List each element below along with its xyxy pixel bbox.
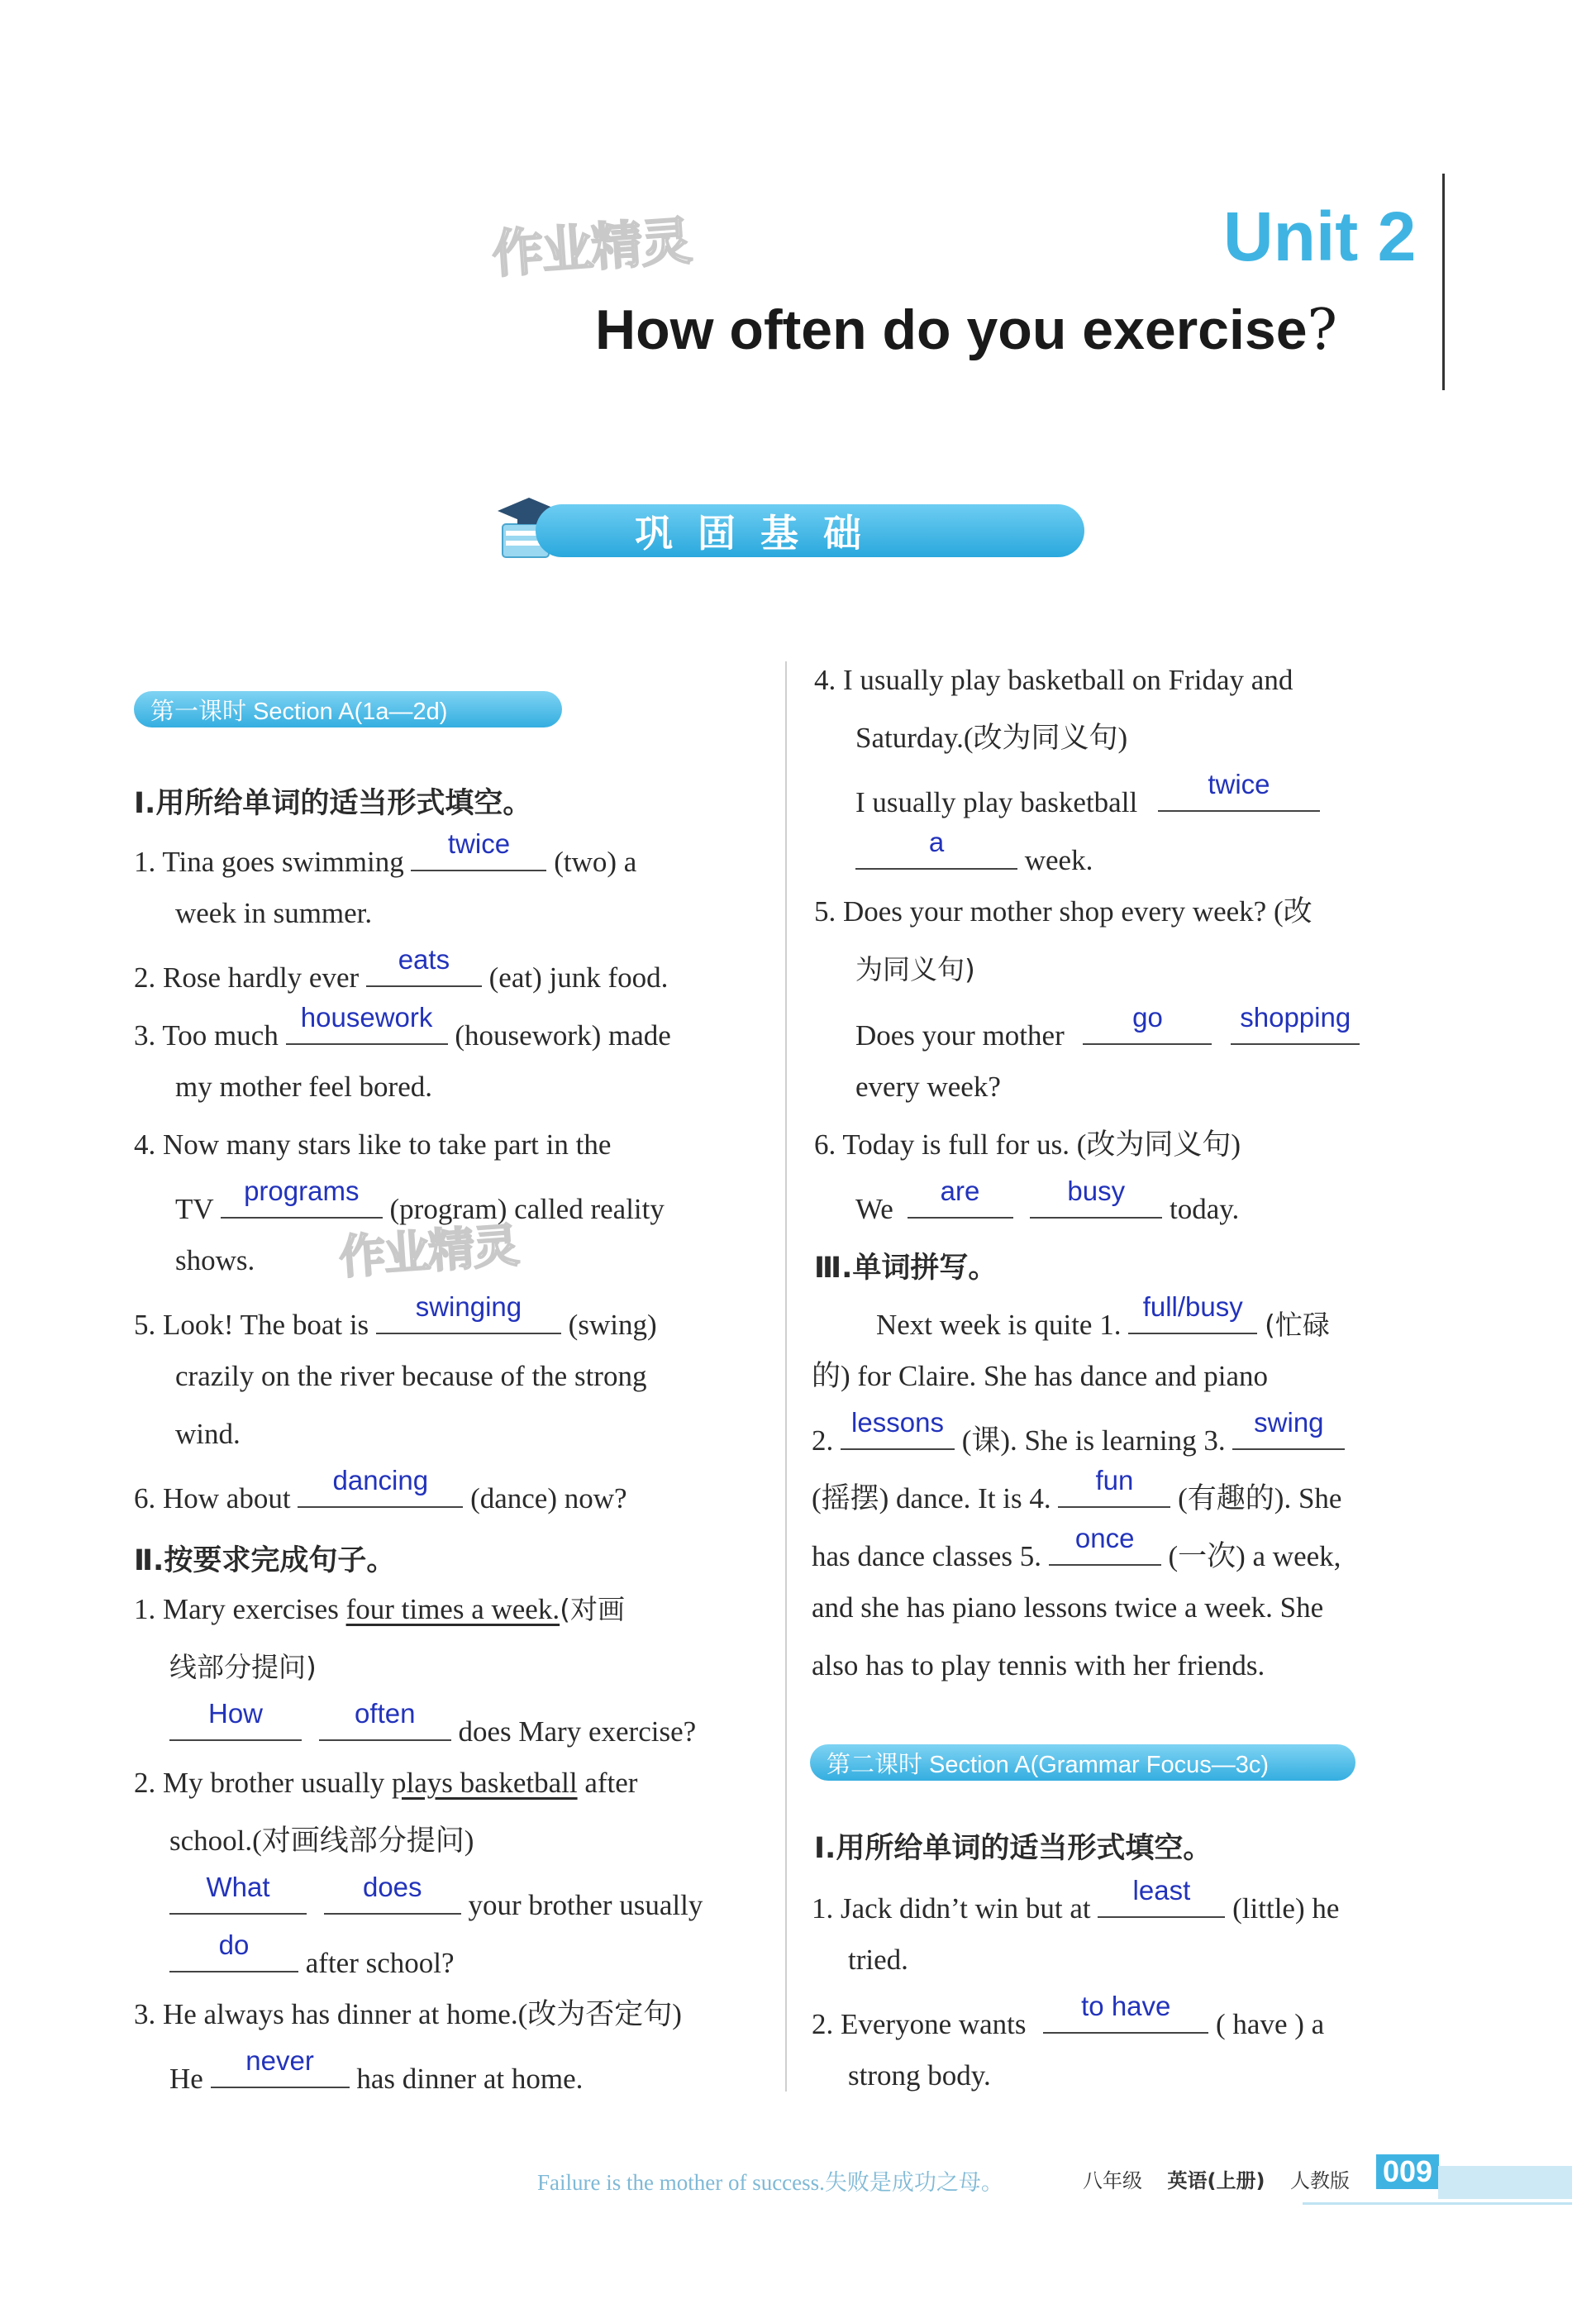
sentence-5-end: every week?: [855, 1071, 1001, 1103]
question-5-end: wind.: [175, 1418, 241, 1450]
footer-book-info: 八年级 英语(上册) 人教版: [1083, 2169, 1350, 2192]
passage-line-7: also has to play tennis with her friends.: [812, 1649, 1265, 1681]
passage-line-5: has dance classes 5. once (一次) a week,: [812, 1523, 1341, 1572]
answer-blank: full/busy: [1128, 1300, 1257, 1334]
sentence-4-cont: Saturday.(改为同义句): [855, 722, 1128, 754]
sentence-2-answer: What does your brother usually: [169, 1880, 703, 1925]
sentence-2-cont: school.(对画线部分提问): [169, 1825, 474, 1857]
section-banner: 巩固基础: [536, 504, 1084, 557]
page-title: How often do you exercise?: [595, 298, 1337, 363]
sentence-1: 1. Mary exercises four times a week.(对画: [134, 1593, 625, 1625]
watermark-logo: 作业精灵: [337, 1219, 520, 1286]
passage-line-2: 的) for Claire. She has dance and piano: [812, 1360, 1269, 1392]
column-divider: [785, 661, 787, 2092]
answer-blank: fun: [1058, 1473, 1170, 1508]
sentence-5-cont: 为同义句): [855, 953, 975, 985]
lesson-tag-1: 第一课时 Section A(1a—2d): [134, 691, 562, 727]
answer-blank: swing: [1232, 1415, 1345, 1450]
question-5-cont: crazily on the river because of the strong: [175, 1360, 647, 1392]
answer-blank: busy: [1030, 1184, 1162, 1219]
grammar-question-2-cont: strong body.: [848, 2059, 991, 2092]
answer-blank: once: [1049, 1531, 1161, 1566]
sentence-1-answer: How often does Mary exercise?: [169, 1706, 696, 1751]
sentence-2: 2. My brother usually plays basketball after: [134, 1767, 638, 1799]
answer-blank: lessons: [841, 1415, 955, 1450]
watermark-logo: 作业精灵: [490, 210, 693, 285]
answer-blank: programs: [221, 1184, 383, 1219]
answer-blank: a: [855, 835, 1017, 870]
passage-line-1: Next week is quite 1. full/busy (忙碌: [876, 1291, 1330, 1341]
answer-blank: are: [908, 1184, 1013, 1219]
sentence-3: 3. He always has dinner at home.(改为否定句): [134, 1998, 682, 2030]
sentence-2-answer-cont: do after school?: [169, 1938, 455, 1982]
answer-blank: twice: [411, 837, 546, 871]
question-2: 2. Rose hardly ever eats (eat) junk food.: [134, 944, 669, 994]
answer-blank: often: [319, 1706, 451, 1741]
answer-blank: How: [169, 1706, 302, 1741]
answer-blank: dancing: [298, 1473, 463, 1508]
question-4-cont: TV programs (program) called reality: [175, 1176, 665, 1225]
unit-title: Unit 2: [1223, 198, 1417, 275]
answer-blank: to have: [1043, 1999, 1208, 2034]
question-6: 6. How about dancing (dance) now?: [134, 1465, 627, 1514]
sentence-4-answer-cont: a week.: [855, 835, 1093, 880]
passage-line-3: 2. lessons (课). She is learning 3. swing: [812, 1415, 1345, 1460]
sentence-1-cont: 线部分提问): [169, 1651, 317, 1683]
part2-heading: Ⅱ.按要求完成句子。: [134, 1544, 396, 1577]
answer-blank: do: [169, 1938, 298, 1972]
sentence-5: 5. Does your mother shop every week? (改: [814, 895, 1313, 928]
sentence-6: 6. Today is full for us. (改为同义句): [814, 1128, 1241, 1161]
answer-blank: housework: [286, 1010, 448, 1045]
part3-heading: Ⅲ.单词拼写。: [814, 1252, 998, 1285]
sentence-4: 4. I usually play basketball on Friday and: [814, 664, 1293, 696]
part1-heading: Ⅰ.用所给单词的适当形式填空。: [134, 787, 532, 820]
answer-blank: least: [1098, 1883, 1225, 1918]
footer-rule: [1303, 2202, 1572, 2205]
answer-blank: shopping: [1231, 1010, 1360, 1045]
answer-blank: swinging: [376, 1300, 561, 1334]
footer-band: [1438, 2166, 1572, 2199]
question-4-end: shows.: [175, 1244, 255, 1276]
part4-heading: Ⅰ.用所给单词的适当形式填空。: [814, 1832, 1212, 1865]
title-bar: [1442, 174, 1445, 390]
lesson-tag-2: 第二课时 Section A(Grammar Focus—3c): [810, 1744, 1355, 1781]
passage-line-4: (摇摆) dance. It is 4. fun (有趣的). She: [812, 1465, 1342, 1514]
answer-blank: twice: [1158, 777, 1320, 812]
grammar-question-1: 1. Jack didn’t win but at least (little) he: [812, 1875, 1340, 1925]
footer-quote: Failure is the mother of success.失败是成功之母。: [537, 2170, 1003, 2195]
question-3: 3. Too much housework (housework) made: [134, 1002, 671, 1052]
answer-blank: go: [1083, 1010, 1212, 1045]
question-5: 5. Look! The boat is swinging (swing): [134, 1291, 657, 1341]
question-1: 1. Tina goes swimming twice (two) a: [134, 828, 637, 878]
sentence-6-answer: We are busy today.: [855, 1176, 1240, 1225]
sentence-5-answer: Does your mother go shopping: [855, 1010, 1360, 1055]
question-4: 4. Now many stars like to take part in the: [134, 1128, 612, 1161]
answer-blank: never: [211, 2053, 350, 2088]
passage-line-6: and she has piano lessons twice a week. She: [812, 1591, 1324, 1624]
grammar-question-2: 2. Everyone wants to have ( have ) a: [812, 1991, 1325, 2040]
sentence-4-answer: I usually play basketball twice: [855, 777, 1320, 822]
answer-blank: What: [169, 1880, 307, 1915]
answer-blank: does: [324, 1880, 461, 1915]
question-1-cont: week in summer.: [175, 897, 373, 929]
page-number: 009: [1376, 2154, 1439, 2189]
answer-blank: eats: [366, 952, 482, 987]
sentence-3-answer: He never has dinner at home.: [169, 2045, 584, 2095]
question-3-cont: my mother feel bored.: [175, 1071, 433, 1103]
grammar-question-1-cont: tried.: [848, 1944, 908, 1976]
